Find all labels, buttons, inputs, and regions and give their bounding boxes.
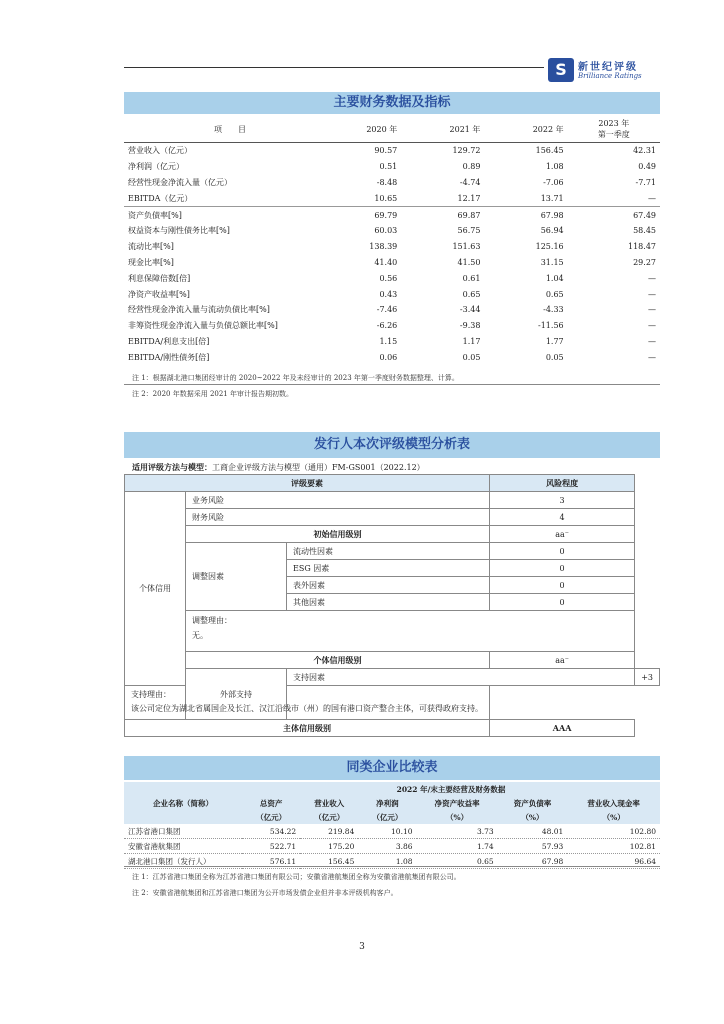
cell-value: 534.22	[242, 824, 300, 839]
cell-value: 1.08	[545, 162, 564, 172]
cell-value: 67.49	[568, 207, 660, 223]
col-header: 净资产收益率	[417, 796, 498, 810]
row-label: 非筹资性现金净流入量与负债总额比率[%]	[128, 321, 278, 331]
page-number: 3	[359, 942, 365, 952]
section-peer-title: 同类企业比较表	[124, 756, 660, 780]
cell-value: 3.73	[417, 824, 498, 839]
financial-note-1: 注 1：根据湖北港口集团经审计的 2020~2022 年及未经审计的 2023 年第一季度财务数据整理、计算。	[132, 374, 459, 382]
cell-value: -4.33	[543, 305, 564, 315]
offbalance-label: 表外因素	[287, 577, 490, 594]
liquidity-label: 流动性因素	[287, 543, 490, 560]
adjust-reason-value: 无。	[192, 631, 208, 640]
table-row	[124, 255, 660, 271]
cell-value: —	[648, 321, 656, 331]
cell-value: -7.06	[543, 177, 564, 187]
col-2020: 2020 年	[336, 116, 401, 143]
table-row	[124, 207, 660, 223]
support-factor-label: 支持因素	[287, 669, 635, 686]
col-unit: （亿元）	[358, 810, 416, 824]
peer-note-2: 注 2：安徽省港航集团和江苏省港口集团为公开市场发债企业但并非本评级机构客户。	[132, 889, 398, 897]
cell-value: 0.65	[545, 289, 564, 299]
cell-value: 60.03	[374, 226, 398, 236]
col-2023-year: 2023 年	[598, 119, 630, 128]
cell-value: 156.45	[535, 146, 564, 156]
support-reason-text: 该公司定位为湖北省属国企及长江、汉江沿线市（州）的国有港口资产整合主体，可获得政府支持。	[131, 704, 483, 713]
cell-value: 96.64	[567, 854, 660, 869]
cell-value: 0.51	[379, 162, 398, 172]
cell-value: -7.46	[376, 305, 398, 315]
cell-value: 138.39	[369, 242, 398, 252]
row-label: 现金比率[%]	[128, 257, 174, 267]
cell-value: —	[648, 193, 656, 203]
financial-note-2: 注 2：2020 年数据采用 2021 年审计报告期初数。	[132, 390, 293, 398]
peer-note-rule	[124, 866, 660, 867]
cell-value: 13.71	[540, 193, 564, 203]
cell-value: 0.06	[379, 352, 398, 362]
section-rating-model-title: 发行人本次评级模型分析表	[124, 432, 660, 458]
col-header: 总资产	[242, 796, 300, 810]
cell-value: —	[648, 273, 656, 283]
col-header: 资产负债率	[498, 796, 568, 810]
support-factor-value: +3	[635, 669, 660, 686]
col-rating-elements: 评级要素	[125, 475, 490, 492]
col-2023q1	[568, 116, 660, 143]
row-label: 权益资本与刚性债务比率[%]	[128, 226, 230, 236]
cell-value: —	[648, 289, 656, 299]
row-label: 经营性现金净流入量与流动负债比率[%]	[128, 305, 270, 315]
cell-value: 0.05	[462, 352, 481, 362]
row-label: 流动比率[%]	[128, 242, 174, 252]
cell-value: 31.15	[540, 257, 564, 267]
note-rule	[124, 384, 660, 385]
cell-value: 129.72	[452, 146, 481, 156]
rating-method	[132, 462, 425, 473]
col-unit: （%）	[498, 810, 568, 824]
row-label: EBITDA/利息支出[倍]	[128, 336, 210, 346]
col-header: 营业收入	[300, 796, 358, 810]
row-label: EBITDA（亿元）	[128, 193, 193, 203]
cell-value: 41.40	[374, 257, 398, 267]
table-header-row	[124, 782, 660, 796]
cell-value: 102.81	[567, 839, 660, 854]
row-label: 资产负债率[%]	[124, 207, 336, 223]
logo-name: 新世纪评级	[578, 62, 638, 73]
col-item: 项 目	[124, 116, 336, 143]
row-label: 利息保障倍数[倍]	[128, 273, 191, 283]
cell-value: -3.44	[459, 305, 481, 315]
cell-value: 48.01	[498, 824, 568, 839]
support-reason-label: 支持理由：	[131, 690, 171, 699]
cell-value: 90.57	[374, 146, 398, 156]
cell-value: 219.84	[300, 824, 358, 839]
offbalance-value: 0	[490, 577, 635, 594]
table-row	[124, 334, 660, 350]
col-unit: （%）	[417, 810, 498, 824]
cell-value: 1.15	[379, 336, 398, 346]
liquidity-value: 0	[490, 543, 635, 560]
col-unit: （%）	[567, 810, 660, 824]
brand-logo	[548, 54, 658, 88]
header-rule	[124, 67, 544, 68]
cell-value: 56.94	[540, 226, 564, 236]
peer-comparison-table	[124, 782, 660, 869]
cell-value: 0.43	[379, 289, 398, 299]
adjust-factors-label: 调整因素	[186, 543, 287, 611]
table-row	[124, 349, 660, 365]
col-risk-level: 风险程度	[490, 475, 635, 492]
logo-subtitle: Brilliance Ratings	[578, 72, 642, 80]
cell-value: 175.20	[300, 839, 358, 854]
cell-value: 156.45	[300, 854, 358, 869]
col-unit: （亿元）	[300, 810, 358, 824]
cell-value: 1.08	[358, 854, 416, 869]
cell-value: 576.11	[242, 854, 300, 869]
company-name: 安徽省港航集团	[124, 839, 242, 854]
col-2023-quarter: 第一季度	[597, 130, 630, 139]
cell-value: 0.89	[462, 162, 481, 172]
cell-value: 1.74	[417, 839, 498, 854]
rating-method-value: 工商企业评级方法与模型（通用）FM-GS001（2022.12）	[212, 463, 425, 472]
cell-value: 56.75	[457, 226, 481, 236]
cell-value: 0.56	[379, 273, 398, 283]
cell-value: -7.71	[635, 177, 656, 187]
cell-value: -9.38	[459, 321, 481, 331]
cell-value: 10.10	[358, 824, 416, 839]
table-row	[124, 318, 660, 334]
financial-indicators-table	[124, 116, 660, 365]
cell-value: -11.56	[538, 321, 564, 331]
col-2022: 2022 年	[484, 116, 567, 143]
company-name: 湖北港口集团（发行人）	[124, 854, 242, 869]
row-label: 净利润（亿元）	[128, 162, 184, 172]
row-label: 经营性现金净流入量（亿元）	[128, 177, 232, 187]
col-2021: 2021 年	[401, 116, 484, 143]
cell-value: —	[648, 352, 656, 362]
cell-value: 1.04	[545, 273, 564, 283]
initial-level-value: aa⁻	[490, 526, 635, 543]
cell-value: 10.65	[374, 193, 398, 203]
cell-value: -8.48	[376, 177, 398, 187]
cell-value: 0.49	[638, 162, 656, 172]
initial-level-label: 初始信用级别	[186, 526, 490, 543]
table-row	[124, 223, 660, 239]
table-row	[124, 824, 660, 839]
cell-value: 0.61	[462, 273, 481, 283]
cell-value: 29.27	[633, 257, 656, 267]
table-row	[124, 839, 660, 854]
cell-value: 3.86	[358, 839, 416, 854]
logo-mark-icon: S	[548, 58, 574, 82]
cell-value: 58.45	[633, 226, 656, 236]
business-risk-label: 业务风险	[186, 492, 490, 509]
table-header-row	[124, 116, 660, 143]
row-label: EBITDA/刚性债务[倍]	[128, 352, 210, 362]
individual-credit-label: 个体信用	[125, 492, 186, 686]
cell-value: -4.74	[459, 177, 481, 187]
table-row	[124, 302, 660, 318]
cell-value: 1.77	[545, 336, 564, 346]
other-factors-label: 其他因素	[287, 594, 490, 611]
esg-value: 0	[490, 560, 635, 577]
cell-value: 0.05	[545, 352, 564, 362]
peer-note-1: 注 1：江苏省港口集团全称为江苏省港口集团有限公司；安徽省港航集团全称为安徽省港航集团有限公司。	[132, 873, 461, 881]
col-header: 营业收入现金率	[567, 796, 660, 810]
cell-value: 118.47	[628, 242, 656, 252]
cell-value: 0.65	[417, 854, 498, 869]
cell-value: 67.98	[498, 854, 568, 869]
external-support-label: 外部支持	[186, 669, 287, 720]
cell-value: 1.17	[462, 336, 481, 346]
cell-value: 151.63	[452, 242, 481, 252]
row-label: 净资产收益率[%]	[128, 289, 190, 299]
main-level-label: 主体信用级别	[125, 720, 490, 737]
row-label: 营业收入（亿元）	[128, 146, 192, 156]
financial-risk-label: 财务风险	[186, 509, 490, 526]
individual-level-value: aa⁻	[490, 652, 635, 669]
table-row	[124, 175, 660, 191]
cell-value: 42.31	[633, 146, 656, 156]
cell-value: 522.71	[242, 839, 300, 854]
cell-value: 125.16	[535, 242, 564, 252]
col-company-name: 企业名称（简称）	[124, 782, 242, 824]
table-row	[124, 270, 660, 286]
adjust-reason-label: 调整理由：	[192, 616, 232, 625]
rating-model-table	[124, 474, 660, 737]
table-row	[124, 159, 660, 175]
individual-level-label: 个体信用级别	[186, 652, 490, 669]
cell-value: 67.98	[484, 207, 567, 223]
table-row	[124, 143, 660, 159]
rating-method-label: 适用评级方法与模型：	[132, 462, 212, 472]
adjust-reason	[186, 611, 635, 652]
cell-value: —	[648, 305, 656, 315]
other-factors-value: 0	[490, 594, 635, 611]
col-header: 净利润	[358, 796, 416, 810]
financial-risk-value: 4	[490, 509, 635, 526]
cell-value: —	[648, 336, 656, 346]
cell-value: 69.79	[336, 207, 401, 223]
table-row	[124, 286, 660, 302]
cell-value: 69.87	[401, 207, 484, 223]
group-header: 2022 年/末主要经营及财务数据	[242, 782, 660, 796]
business-risk-value: 3	[490, 492, 635, 509]
cell-value: 102.80	[567, 824, 660, 839]
cell-value: 57.93	[498, 839, 568, 854]
main-level-value: AAA	[490, 720, 635, 737]
section-financial-title: 主要财务数据及指标	[124, 92, 660, 114]
cell-value: 12.17	[457, 193, 481, 203]
cell-value: -6.26	[376, 321, 398, 331]
table-header-row	[125, 475, 660, 492]
cell-value: 0.65	[462, 289, 481, 299]
table-row	[124, 239, 660, 255]
support-reason	[125, 686, 490, 720]
cell-value: 41.50	[457, 257, 481, 267]
esg-label: ESG 因素	[287, 560, 490, 577]
table-row	[124, 190, 660, 206]
col-unit: （亿元）	[242, 810, 300, 824]
company-name: 江苏省港口集团	[124, 824, 242, 839]
